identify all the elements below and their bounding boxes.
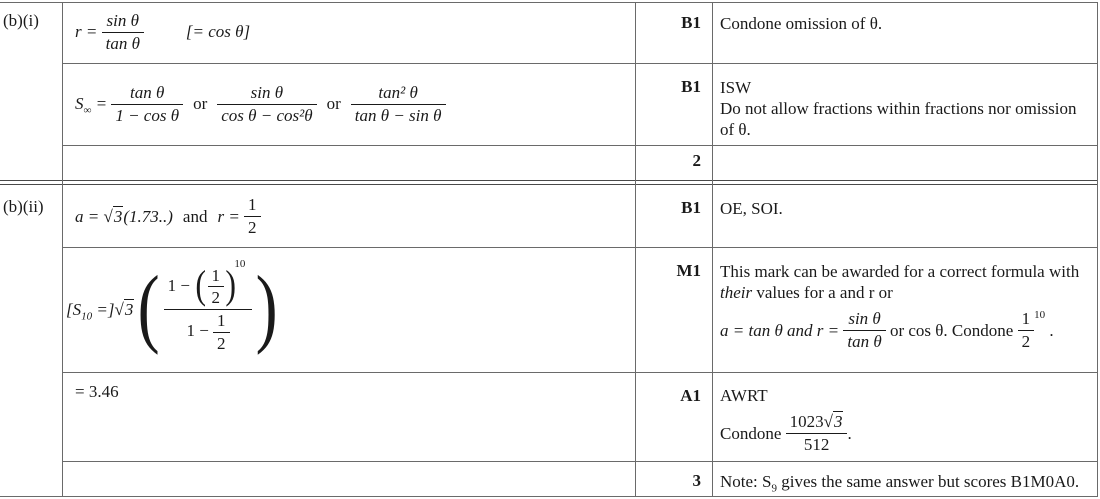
- one-minus: 1 −: [186, 320, 209, 340]
- part-label-bi: (b)(i): [3, 11, 39, 30]
- row-divider: [62, 247, 1098, 248]
- half-fraction: [213, 311, 230, 353]
- their-italic: their: [720, 283, 753, 302]
- math-lhs: r =: [75, 22, 98, 41]
- row-divider: [62, 372, 1098, 373]
- subscript-10: 10: [81, 309, 93, 322]
- one-minus: 1 −: [167, 275, 190, 295]
- comment-math-line: [720, 412, 1096, 454]
- comment-line: This mark can be awarded for a correct formula with: [720, 262, 1080, 281]
- math-s10-lhs: [66, 300, 114, 320]
- s-symbol: S: [75, 94, 84, 113]
- number-1023: 1023: [789, 412, 824, 431]
- fraction-denominator: tan θ − sin θ: [354, 105, 442, 125]
- working-result: [75, 377, 119, 407]
- condone-text: Condone: [720, 423, 782, 443]
- section-divider-top: [0, 180, 1098, 181]
- radical-sign: √: [103, 206, 113, 226]
- fraction-numerator: sin θ: [102, 11, 144, 33]
- math-r-equals: r =: [217, 206, 240, 226]
- fraction-numerator: sin θ: [217, 83, 316, 105]
- fraction-denominator: tan θ: [105, 33, 140, 53]
- math-s-term: [75, 94, 108, 117]
- table-bottom-border: [0, 496, 1098, 497]
- result-value: = 3.46: [75, 382, 119, 401]
- sqrt-3: [103, 207, 123, 227]
- mark-b1-row4: B1: [681, 198, 701, 217]
- fraction-numerator: 1: [1018, 309, 1035, 331]
- fraction-denominator: 2: [217, 333, 226, 353]
- bracket-s: [S: [66, 299, 82, 319]
- comment-row4: OE, SOI.: [720, 199, 783, 218]
- equals-sign: =: [95, 94, 108, 113]
- mark-total-b-ii: 3: [692, 471, 701, 490]
- comment-line-rest: values for a and r or: [752, 283, 893, 302]
- fraction-denominator: 2: [211, 288, 221, 308]
- note-text: gives the same answer but scores B1M0A0.: [776, 472, 1080, 491]
- working-s10-formula: [$S_{10}$ =] √3 ( 1 − ( $\frac{1}{2}$ )$^{10}$ 1 − $\frac{1}{2}$ ): [66, 257, 279, 356]
- outer-fraction: [164, 257, 253, 353]
- fraction-1: [111, 83, 183, 125]
- period: .: [1049, 320, 1054, 340]
- or-cos-condone: or cos θ. Condone: [889, 320, 1014, 340]
- fraction-numerator: sin θ: [843, 309, 885, 331]
- outer-denominator: [164, 310, 253, 353]
- math-approx-value: (1.73..): [123, 206, 173, 226]
- comment-line: Do not allow fractions within fractions nor omission: [720, 99, 1077, 118]
- fraction-numerator: [786, 412, 848, 434]
- math-bracket-cos: [= cos θ]: [185, 22, 251, 41]
- fraction-1023: [786, 412, 848, 454]
- math-a-equals: a =: [75, 206, 100, 226]
- fraction-denominator: 2: [248, 218, 257, 237]
- fraction-2: [217, 83, 316, 125]
- fraction-denominator: 512: [803, 434, 830, 454]
- radical-sign: √: [823, 412, 833, 431]
- mark-total-b-i: 2: [692, 151, 701, 170]
- subscript-9: 9: [771, 482, 777, 495]
- working-r-equals: [75, 3, 250, 61]
- fraction-numerator: 1: [213, 311, 230, 333]
- exponent-10: 10: [234, 257, 246, 270]
- column-divider-comment: [712, 2, 713, 497]
- note-prefix: Note: S: [720, 472, 772, 491]
- part-label-bii: (b)(ii): [3, 197, 44, 216]
- note-row: [720, 471, 1096, 495]
- and-text: and: [182, 206, 208, 226]
- fraction-denominator: tan θ: [847, 331, 882, 351]
- comment-row5: [720, 261, 1096, 351]
- comment-line: AWRT: [720, 386, 768, 405]
- fraction-denominator: 2: [1021, 331, 1031, 351]
- half-fraction: [208, 266, 225, 308]
- fraction-numerator: 1: [244, 195, 261, 217]
- working-a-and-r: [75, 187, 261, 246]
- table-right-border: [1097, 2, 1098, 497]
- comment-row1: Condone omission of θ.: [720, 14, 883, 33]
- radical-sign: √: [114, 299, 124, 319]
- fraction-numerator: 1: [208, 266, 225, 288]
- or-text: or: [326, 94, 341, 113]
- section-divider-bottom: [0, 184, 1098, 185]
- row-divider: [62, 461, 1098, 462]
- radicand: 3: [113, 206, 123, 226]
- outer-numerator: 1 − ( $\frac{1}{2}$ )$^{10}$: [164, 266, 253, 310]
- mark-b1-row1: B1: [681, 13, 701, 32]
- exponent-10: 10: [1034, 308, 1046, 321]
- fraction-sin-tan: [843, 309, 885, 351]
- period: .: [847, 423, 852, 443]
- sqrt-3: [114, 300, 134, 320]
- or-text: or: [193, 94, 208, 113]
- comment-line: of θ.: [720, 120, 751, 139]
- sqrt-3: [824, 411, 844, 431]
- fraction-denominator: 1 − cos θ: [115, 105, 180, 125]
- comment-math-line: [720, 309, 1096, 351]
- comment-line: [720, 282, 1096, 303]
- column-divider-label: [62, 2, 63, 497]
- fraction-3: [351, 83, 446, 125]
- working-s-infinity: [75, 64, 446, 144]
- fraction-half: [244, 195, 261, 237]
- half-power-10: [1018, 309, 1046, 351]
- mark-b1-row2: B1: [681, 77, 701, 96]
- row-divider: [62, 145, 1098, 146]
- comment-row2: [720, 77, 1096, 140]
- fraction-numerator: tan² θ: [351, 83, 446, 105]
- comment-row6: [720, 385, 1096, 454]
- fraction: [102, 11, 144, 53]
- mark-a1: A1: [680, 386, 701, 405]
- equals-bracket: =]: [96, 299, 115, 319]
- mark-m1: M1: [676, 261, 701, 280]
- column-divider-mark: [635, 2, 636, 497]
- radicand: 3: [833, 412, 843, 431]
- fraction-half: [1018, 309, 1035, 351]
- fraction-numerator: tan θ: [111, 83, 183, 105]
- infinity-subscript: ∞: [83, 104, 92, 117]
- math-a-tan: a = tan θ and r =: [720, 320, 840, 340]
- fraction-denominator: cos θ − cos²θ: [221, 105, 313, 125]
- radicand: 3: [124, 299, 134, 319]
- comment-line: ISW: [720, 78, 752, 97]
